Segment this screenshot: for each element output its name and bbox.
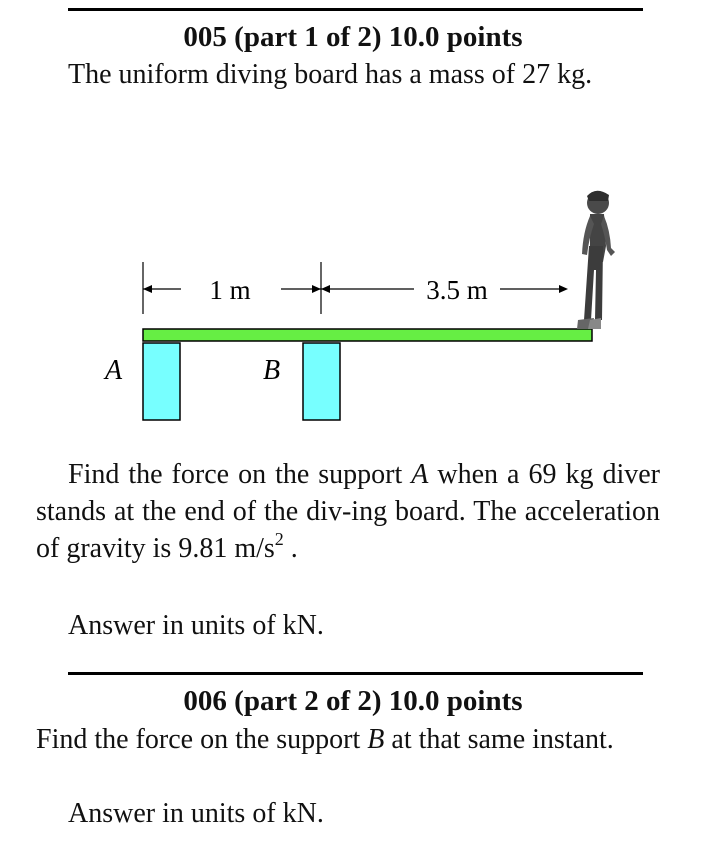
gravity-exponent: 2 [274, 529, 284, 549]
dim-arrow-a [143, 285, 152, 293]
middle-rule [68, 672, 643, 675]
question-005-find [36, 456, 660, 567]
find-text-4: The acceleration of gravity is [36, 496, 660, 564]
diving-board [143, 329, 592, 341]
question-005-heading: 005 (part 1 of 2) 10.0 points [183, 21, 523, 53]
support-b-ref: B [367, 724, 385, 755]
dim-arrow-b-left [312, 285, 321, 293]
find-text-1: Find the force on the support [68, 459, 403, 490]
intro-text: The uniform diving board has a mass of [68, 59, 516, 90]
q2-text-2: at that same instant. [391, 724, 614, 755]
dim-label-bend: 3.5 m [426, 275, 488, 305]
board-mass: 27 [522, 59, 551, 90]
support-b [303, 343, 340, 420]
support-a [143, 343, 180, 420]
label-a: A [105, 355, 123, 386]
find-text-2: when a [437, 459, 520, 490]
label-b: B [263, 355, 281, 386]
intro-period: . [585, 59, 593, 90]
dim-arrow-end [559, 285, 568, 293]
gravity-value: 9.81 [178, 533, 228, 564]
gravity-unit: m/s [234, 533, 275, 564]
dim-arrow-b-right [321, 285, 330, 293]
question-006-answer-units: Answer in units of kN. [68, 798, 324, 829]
support-a-ref: A [411, 459, 429, 490]
diver-silhouette-icon [577, 191, 615, 329]
find-period: . [290, 533, 298, 564]
q2-text-1: Find the force on the support [36, 724, 361, 755]
diver-mass: 69 [528, 459, 557, 490]
question-006-heading: 006 (part 2 of 2) 10.0 points [183, 685, 523, 717]
find-text-3: kg diver stands at the end of the div-ing board. [36, 459, 660, 527]
question-006-text [36, 721, 660, 758]
question-005-answer-units: Answer in units of kN. [68, 610, 324, 641]
dim-label-ab: 1 m [209, 275, 251, 305]
board-mass-unit: kg [557, 59, 586, 90]
